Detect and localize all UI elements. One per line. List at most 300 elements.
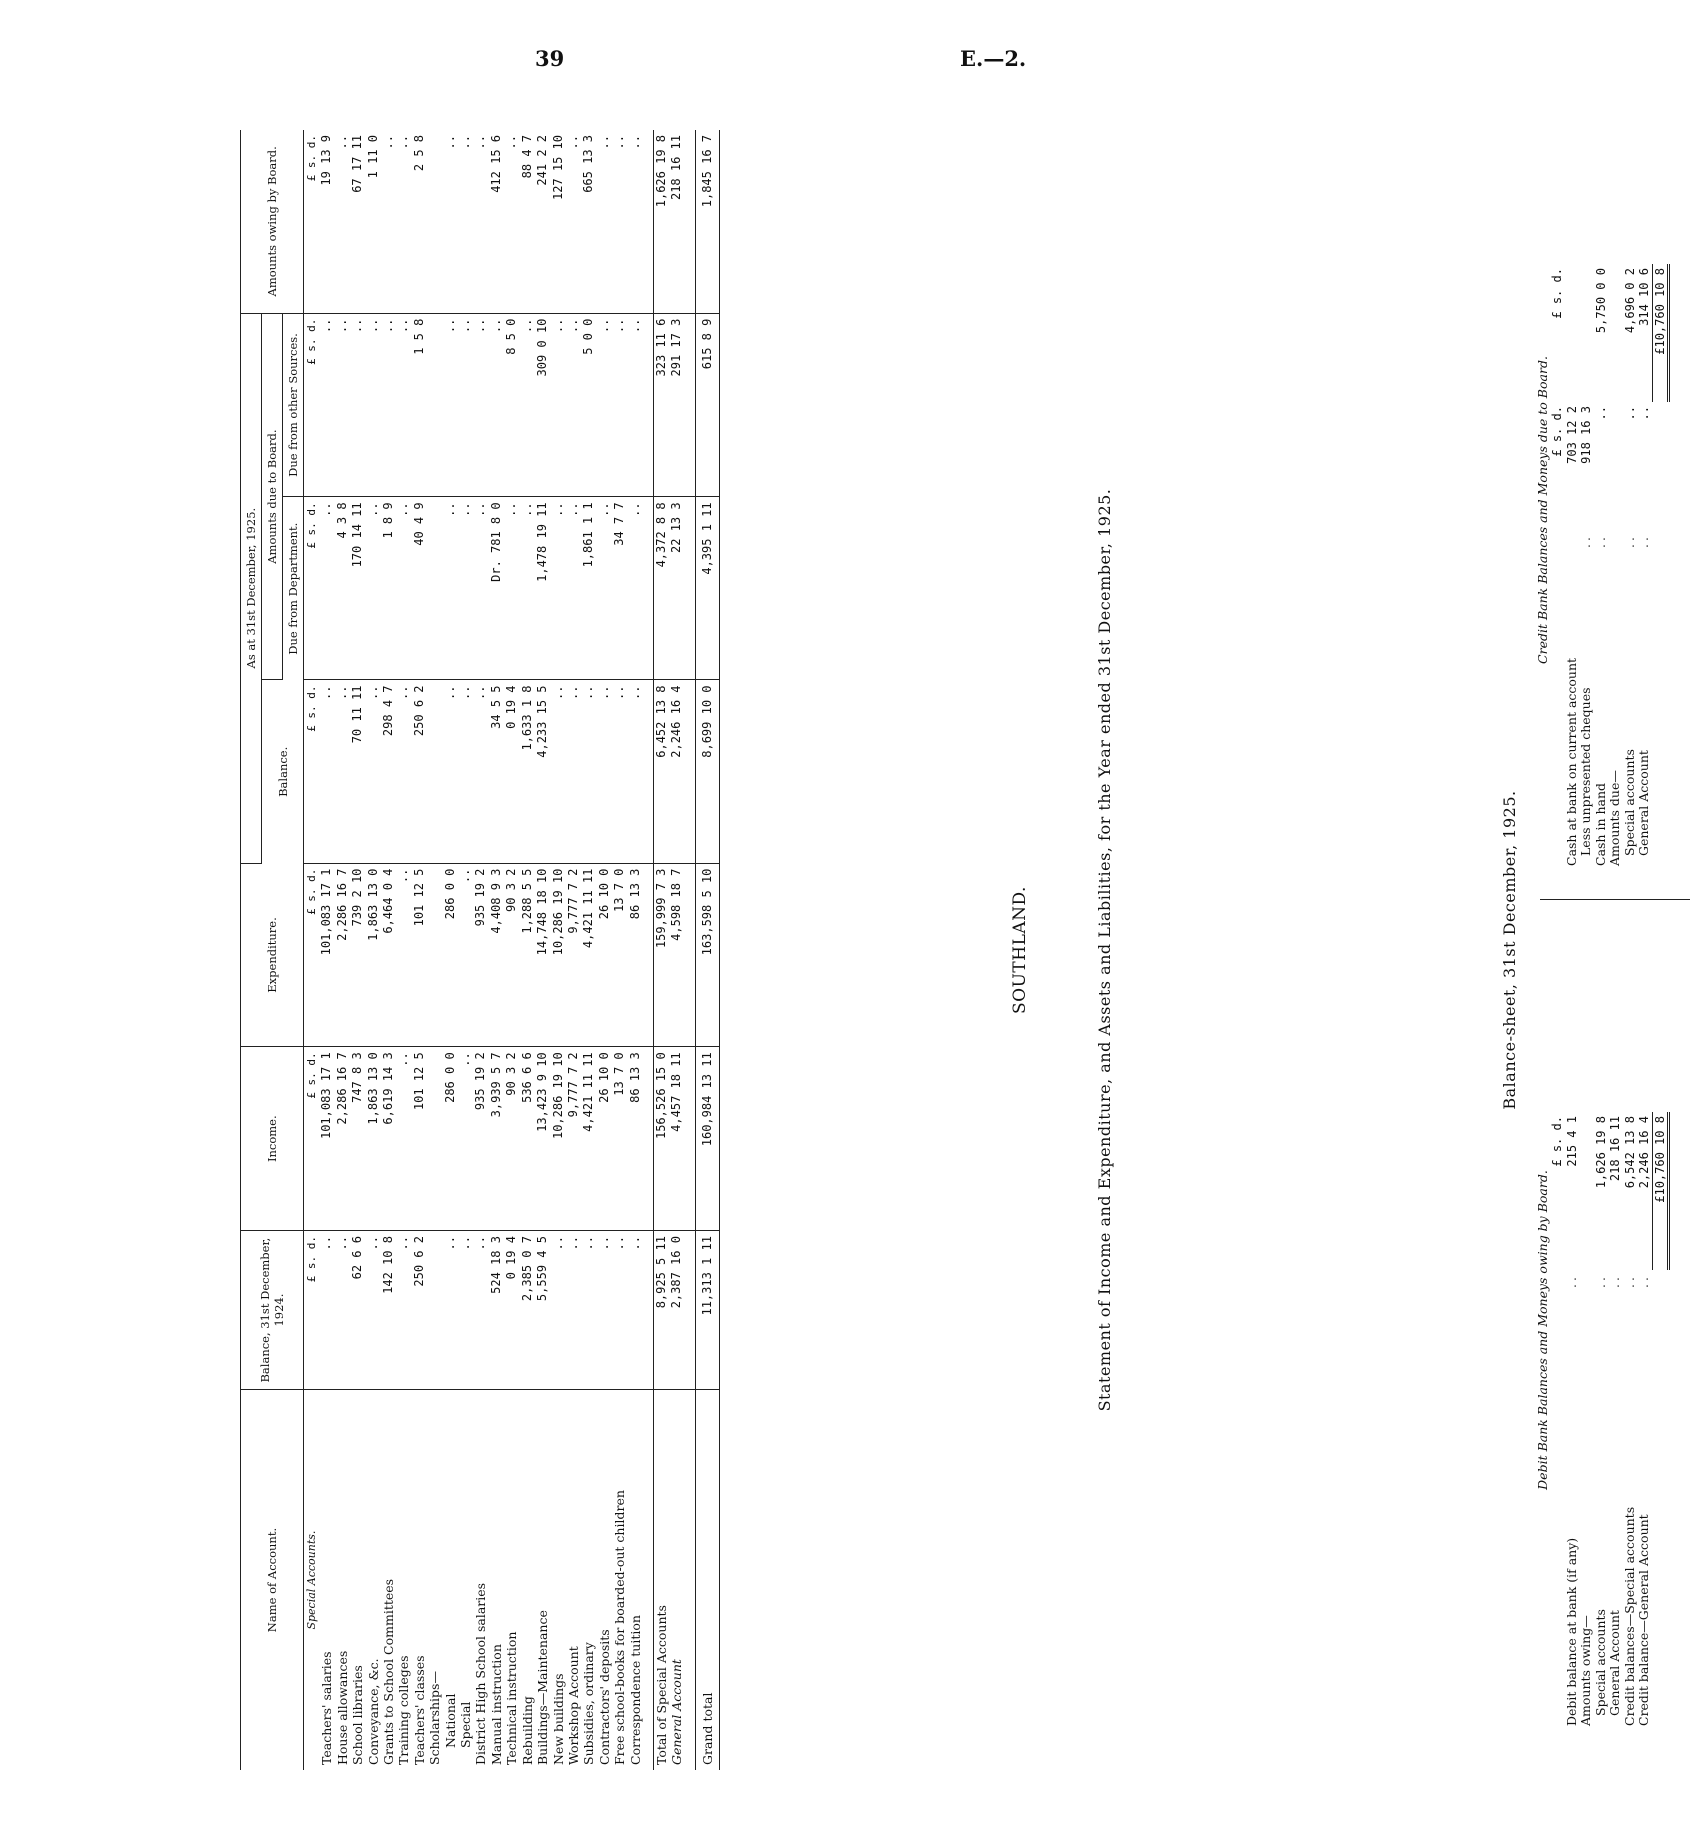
cell-dept: .. bbox=[520, 497, 535, 680]
sheet-row bbox=[1579, 1112, 1594, 1730]
cell-other: .. bbox=[350, 313, 365, 497]
account-name: Free school-books for boarded-out children bbox=[612, 1490, 628, 1765]
debit-total: £10,760 10 8 bbox=[1652, 1112, 1669, 1270]
cell-bal: 4,233 15 5 bbox=[535, 680, 550, 863]
blank-cell bbox=[1652, 530, 1669, 552]
cell-dept: 1 8 9 bbox=[381, 497, 396, 680]
cell-dept: .. bbox=[566, 497, 581, 680]
cell-b24: 0 19 4 bbox=[504, 1231, 519, 1390]
sheet-label: Cash at bank on current account bbox=[1563, 657, 1579, 866]
sheet-row bbox=[1579, 264, 1594, 870]
blank-cell bbox=[1550, 1270, 1565, 1292]
cell-inc: 101 12 5 bbox=[412, 1047, 427, 1231]
cell-owe: .. bbox=[628, 130, 643, 313]
cell-owe: .. bbox=[381, 130, 396, 313]
cell-other: 8 5 0 bbox=[504, 313, 519, 497]
blank-cell bbox=[1550, 1292, 1565, 1730]
credit-total: £10,760 10 8 bbox=[1652, 264, 1669, 402]
sheet-value: 6,542 13 8 bbox=[1622, 1116, 1637, 1189]
cell-other: .. bbox=[443, 313, 458, 497]
sheet-value: 218 16 11 bbox=[1608, 1116, 1622, 1182]
cell-dept: .. bbox=[628, 497, 643, 680]
cell-dept: Dr. 781 8 0 bbox=[489, 497, 504, 680]
blank-cell bbox=[685, 1047, 696, 1231]
sheet-value: 1,626 19 8 bbox=[1593, 1116, 1608, 1189]
cell-inc: 13 7 0 bbox=[612, 1047, 627, 1231]
cell-b24: .. bbox=[335, 1231, 350, 1390]
cell-b24: .. bbox=[612, 1231, 627, 1390]
sheet-value: 4,696 0 2 bbox=[1622, 268, 1637, 334]
blank-cell bbox=[685, 497, 696, 680]
sheet-value: .. bbox=[1622, 406, 1637, 421]
cell-bal: .. bbox=[612, 680, 627, 863]
cell-b24: .. bbox=[366, 1231, 381, 1390]
sheet-row bbox=[1594, 264, 1609, 870]
cell-owe: .. bbox=[473, 130, 488, 313]
cell-bal: 34 5 5 bbox=[489, 680, 504, 863]
unit-label: £ s. d. bbox=[304, 497, 320, 680]
cell-inc: 286 0 0 bbox=[443, 1047, 458, 1231]
sheet-total-row bbox=[1652, 264, 1669, 870]
leader-dots: .. bbox=[1578, 534, 1593, 548]
col-balance-1924: Balance, 31st December, 1924. bbox=[241, 1231, 304, 1390]
cell-inc: 747 8 3 bbox=[350, 1047, 365, 1231]
cell-exp: 1,288 5 5 bbox=[520, 863, 535, 1047]
blank-cell bbox=[1652, 1270, 1669, 1292]
credit-table bbox=[1550, 264, 1670, 870]
blank-cell bbox=[685, 313, 696, 497]
spacer-row bbox=[685, 130, 696, 1770]
cell-other: .. bbox=[566, 313, 581, 497]
cell-bal: .. bbox=[335, 680, 350, 863]
sheet-label: Less unpresented cheques bbox=[1578, 687, 1593, 856]
cell-exp: 9,777 7 2 bbox=[566, 863, 581, 1047]
account-name: Teachers' classes bbox=[411, 1655, 427, 1765]
blank-cell bbox=[685, 130, 696, 313]
cell-inc: 1,863 13 0 bbox=[366, 1047, 381, 1231]
cell-other: .. bbox=[381, 313, 396, 497]
cell-inc: 935 19 2 bbox=[473, 1047, 488, 1231]
cell-other: .. bbox=[473, 313, 488, 497]
cell-dept: 40 4 9 bbox=[412, 497, 427, 680]
cell-b24: 142 10 8 bbox=[381, 1231, 396, 1390]
blank-cell bbox=[685, 680, 696, 863]
sheet-value bbox=[1579, 1112, 1594, 1270]
table-row bbox=[427, 130, 442, 1770]
cell-inc: 536 6 6 bbox=[520, 1047, 535, 1231]
cell-dept: .. bbox=[504, 497, 519, 680]
cell-inc bbox=[427, 1047, 442, 1231]
leader-dots bbox=[1565, 530, 1580, 552]
total-row bbox=[653, 130, 669, 1770]
cell-bal: .. bbox=[581, 680, 596, 863]
cell-exp: 90 3 2 bbox=[504, 863, 519, 1047]
balance-sheet-title: Balance-sheet, 31st December, 1925. bbox=[1500, 790, 1519, 1110]
account-name: Workshop Account bbox=[565, 1646, 581, 1765]
blank-cell bbox=[685, 1390, 696, 1770]
cell-other: 309 0 10 bbox=[535, 313, 550, 497]
unit-label: £ s. d. bbox=[1550, 406, 1564, 457]
cell-dept: 4 3 8 bbox=[335, 497, 350, 680]
cell-owe: 241 2 2 bbox=[535, 130, 550, 313]
cell-other: 1 5 8 bbox=[412, 313, 427, 497]
account-name: House allowances bbox=[334, 1650, 350, 1765]
sheet-label: Debit balance at bank (if any) bbox=[1563, 1537, 1579, 1726]
cell-b24: 11,313 1 11 bbox=[695, 1231, 719, 1390]
sheet-value bbox=[1608, 264, 1623, 402]
blank-cell bbox=[643, 497, 654, 680]
sheet-row bbox=[1623, 264, 1638, 870]
leader-dots: .. bbox=[1607, 1274, 1622, 1288]
cell-bal: .. bbox=[566, 680, 581, 863]
table-row bbox=[350, 130, 365, 1770]
debit-table bbox=[1550, 1112, 1670, 1730]
cell-inc: 10,286 19 10 bbox=[551, 1047, 566, 1231]
account-name: Total of Special Accounts bbox=[653, 1390, 669, 1770]
col-owing: Amounts owing by Board. bbox=[241, 130, 304, 313]
cell-other: .. bbox=[335, 313, 350, 497]
table-row bbox=[597, 130, 612, 1770]
blank-cell bbox=[1550, 530, 1565, 552]
table-row bbox=[366, 130, 381, 1770]
sheet-row bbox=[1637, 1112, 1652, 1730]
sheet-label: Credit balances—Special accounts bbox=[1621, 1506, 1637, 1726]
cell-owe: 412 15 6 bbox=[489, 130, 504, 313]
cell-owe: .. bbox=[443, 130, 458, 313]
general-account-row bbox=[669, 130, 684, 1770]
sheet-value: 5,750 0 0 bbox=[1593, 268, 1608, 334]
cell-dept: 34 7 7 bbox=[612, 497, 627, 680]
cell-b24: 524 18 3 bbox=[489, 1231, 504, 1390]
col-amounts-due: Amounts due to Board. bbox=[262, 313, 283, 680]
account-name: Subsidies, ordinary bbox=[581, 1642, 597, 1765]
sheet-value: 703 12 2 bbox=[1564, 406, 1579, 464]
special-accounts-heading: Special Accounts. bbox=[305, 1530, 318, 1630]
credit-heading: Credit Bank Balances and Moneys due to Board. bbox=[1535, 356, 1550, 664]
cell-b24 bbox=[427, 1231, 442, 1390]
sheet-value: 314 10 6 bbox=[1637, 268, 1651, 326]
cell-dept: 170 14 11 bbox=[350, 497, 365, 680]
table-row bbox=[535, 130, 550, 1770]
sheet-row bbox=[1608, 264, 1623, 870]
cell-bal: 8,699 10 0 bbox=[695, 680, 719, 863]
cell-exp: 10,286 19 10 bbox=[551, 863, 566, 1047]
cell-exp: 163,598 5 10 bbox=[695, 863, 719, 1047]
cell-exp: 86 13 3 bbox=[628, 863, 643, 1047]
cell-dept: .. bbox=[458, 497, 473, 680]
table-row bbox=[520, 130, 535, 1770]
cell-bal: .. bbox=[628, 680, 643, 863]
cell-bal: .. bbox=[366, 680, 381, 863]
cell-owe bbox=[427, 130, 442, 313]
cell-other: .. bbox=[612, 313, 627, 497]
cell-dept: 1,478 19 11 bbox=[535, 497, 550, 680]
table-row bbox=[628, 130, 643, 1770]
sheet-label: Special accounts bbox=[1621, 749, 1637, 856]
account-name: Teachers' salaries bbox=[319, 1651, 335, 1765]
cell-bal bbox=[427, 680, 442, 863]
grand-total-row bbox=[695, 130, 719, 1770]
cell-exp: 159,999 7 3 bbox=[653, 863, 669, 1047]
cell-b24: .. bbox=[396, 1231, 411, 1390]
col-due-other: Due from other Sources. bbox=[283, 313, 304, 497]
sheet-row bbox=[1623, 1112, 1638, 1730]
cell-b24: .. bbox=[458, 1231, 473, 1390]
table-row bbox=[443, 130, 458, 1770]
debit-heading: Debit Bank Balances and Moneys owing by Board. bbox=[1535, 1170, 1550, 1490]
leader-dots: .. bbox=[1592, 1274, 1608, 1288]
sheet-label: Cash in hand bbox=[1592, 782, 1608, 866]
sheet-label: Special accounts bbox=[1592, 1609, 1608, 1716]
cell-other: 5 0 0 bbox=[581, 313, 596, 497]
unit-label: £ s. d. bbox=[1550, 268, 1564, 319]
cell-dept: .. bbox=[319, 497, 334, 680]
cell-owe: 665 13 3 bbox=[581, 130, 596, 313]
table-row bbox=[473, 130, 488, 1770]
cell-inc: .. bbox=[396, 1047, 411, 1231]
cell-owe: .. bbox=[504, 130, 519, 313]
table-row bbox=[412, 130, 427, 1770]
unit-label: £ s. d. bbox=[304, 1231, 320, 1390]
sheet-value bbox=[1608, 402, 1623, 530]
cell-dept: 4,395 1 11 bbox=[695, 497, 719, 680]
cell-b24: .. bbox=[597, 1231, 612, 1390]
table-row bbox=[319, 130, 334, 1770]
cell-inc: 156,526 15 0 bbox=[653, 1047, 669, 1231]
units-row bbox=[304, 130, 320, 1770]
cell-owe: 1,626 19 8 bbox=[653, 130, 669, 313]
cell-exp: 1,863 13 0 bbox=[366, 863, 381, 1047]
cell-b24: .. bbox=[628, 1231, 643, 1390]
table-row bbox=[396, 130, 411, 1770]
cell-b24: .. bbox=[566, 1231, 581, 1390]
page-number: 39 bbox=[535, 46, 565, 71]
blank-cell bbox=[643, 1390, 654, 1770]
statement-title: Statement of Income and Expenditure, and Assets and Liabilities, for the Year ended 31st December, 1925. bbox=[1095, 488, 1114, 1412]
leader-dots: .. bbox=[1621, 1274, 1637, 1288]
blank-cell bbox=[643, 130, 654, 313]
region-title: SOUTHLAND. bbox=[1010, 886, 1030, 1014]
sheet-value: 215 4 1 bbox=[1564, 1116, 1579, 1167]
income-expenditure-table bbox=[240, 130, 720, 1770]
cell-b24: 62 6 6 bbox=[350, 1231, 365, 1390]
cell-dept: .. bbox=[597, 497, 612, 680]
col-balance: Balance. bbox=[262, 680, 304, 863]
cell-bal: .. bbox=[597, 680, 612, 863]
blank-cell bbox=[1652, 1292, 1669, 1730]
cell-inc: 101,083 17 1 bbox=[319, 1047, 334, 1231]
sheet-label: Credit balance—General Account bbox=[1636, 1514, 1652, 1726]
cell-exp: 13 7 0 bbox=[612, 863, 627, 1047]
cell-inc: .. bbox=[458, 1047, 473, 1231]
unit-label: £ s. d. bbox=[304, 680, 320, 863]
cell-bal: .. bbox=[458, 680, 473, 863]
account-name: Training colleges bbox=[396, 1655, 412, 1765]
unit-label: £ s. d. bbox=[304, 313, 320, 497]
credit-section bbox=[1535, 150, 1670, 870]
sheet-value: .. bbox=[1593, 406, 1608, 421]
sheet-row bbox=[1565, 1112, 1580, 1730]
cell-other: .. bbox=[597, 313, 612, 497]
cell-owe: .. bbox=[566, 130, 581, 313]
document-code: E.—2. bbox=[960, 46, 1027, 71]
cell-exp: .. bbox=[396, 863, 411, 1047]
cell-inc: 2,286 16 7 bbox=[335, 1047, 350, 1231]
table-row bbox=[551, 130, 566, 1770]
cell-exp: 935 19 2 bbox=[473, 863, 488, 1047]
sheet-label: General Account bbox=[1607, 1610, 1622, 1716]
cell-other: 291 17 3 bbox=[669, 313, 684, 497]
cell-bal: 0 19 4 bbox=[504, 680, 519, 863]
cell-exp: 4,408 9 3 bbox=[489, 863, 504, 1047]
col-due-dept: Due from Department. bbox=[283, 497, 304, 680]
cell-b24: .. bbox=[473, 1231, 488, 1390]
cell-owe: 218 16 11 bbox=[669, 130, 684, 313]
cell-inc: 9,777 7 2 bbox=[566, 1047, 581, 1231]
sheet-value bbox=[1579, 264, 1594, 402]
cell-b24: .. bbox=[443, 1231, 458, 1390]
cell-exp: 101,083 17 1 bbox=[319, 863, 334, 1047]
cell-other: .. bbox=[366, 313, 381, 497]
sheet-row bbox=[1608, 1112, 1623, 1730]
spacer-row bbox=[643, 130, 654, 1770]
account-name: Grants to School Committees bbox=[381, 1578, 397, 1765]
account-name: School libraries bbox=[350, 1665, 366, 1765]
table-row bbox=[458, 130, 473, 1770]
cell-inc: 86 13 3 bbox=[628, 1047, 643, 1231]
blank-cell bbox=[685, 863, 696, 1047]
cell-owe: 88 4 7 bbox=[520, 130, 535, 313]
cell-owe: .. bbox=[597, 130, 612, 313]
cell-owe: .. bbox=[458, 130, 473, 313]
cell-other: .. bbox=[628, 313, 643, 497]
table-row bbox=[504, 130, 519, 1770]
cell-owe: 1 11 0 bbox=[366, 130, 381, 313]
cell-exp: 4,598 18 7 bbox=[669, 863, 684, 1047]
cell-bal: .. bbox=[473, 680, 488, 863]
cell-owe: .. bbox=[335, 130, 350, 313]
cell-b24: 250 6 2 bbox=[412, 1231, 427, 1390]
col-expenditure: Expenditure. bbox=[241, 863, 304, 1047]
cell-b24: .. bbox=[551, 1231, 566, 1390]
account-name: District High School salaries bbox=[473, 1582, 489, 1765]
cell-owe: 19 13 9 bbox=[319, 130, 334, 313]
cell-exp: 286 0 0 bbox=[443, 863, 458, 1047]
cell-dept: 22 13 3 bbox=[669, 497, 684, 680]
sheet-label: Amounts due— bbox=[1607, 770, 1622, 866]
cell-other: .. bbox=[551, 313, 566, 497]
cell-owe: 67 17 11 bbox=[350, 130, 365, 313]
cell-dept: .. bbox=[473, 497, 488, 680]
account-name: Scholarships— bbox=[427, 1671, 443, 1765]
table-row bbox=[566, 130, 581, 1770]
cell-bal: 70 11 11 bbox=[350, 680, 365, 863]
cell-exp: 2,286 16 7 bbox=[335, 863, 350, 1047]
leader-dots: .. bbox=[1621, 534, 1637, 548]
cell-inc: 160,984 13 11 bbox=[695, 1047, 719, 1231]
cell-inc: 90 3 2 bbox=[504, 1047, 519, 1231]
leader-dots bbox=[1579, 1270, 1594, 1292]
table-row bbox=[612, 130, 627, 1770]
cell-dept: .. bbox=[443, 497, 458, 680]
cell-exp: 26 10 0 bbox=[597, 863, 612, 1047]
cell-b24: .. bbox=[581, 1231, 596, 1390]
account-name: Rebuilding bbox=[519, 1696, 535, 1765]
cell-exp: 4,421 11 11 bbox=[581, 863, 596, 1047]
blank-cell bbox=[1550, 552, 1565, 870]
cell-b24: 2,385 0 7 bbox=[520, 1231, 535, 1390]
cell-inc: 4,457 18 11 bbox=[669, 1047, 684, 1231]
sheet-value: 918 16 3 bbox=[1579, 406, 1593, 464]
cell-bal: 250 6 2 bbox=[412, 680, 427, 863]
cell-inc: 6,619 14 3 bbox=[381, 1047, 396, 1231]
cell-other: .. bbox=[520, 313, 535, 497]
unit-label: £ s. d. bbox=[304, 863, 320, 1047]
blank-cell bbox=[643, 680, 654, 863]
leader-dots bbox=[1608, 530, 1623, 552]
cell-inc: 13,423 9 10 bbox=[535, 1047, 550, 1231]
cell-inc: 4,421 11 11 bbox=[581, 1047, 596, 1231]
leader-dots: .. bbox=[1563, 1274, 1579, 1288]
cell-dept: .. bbox=[396, 497, 411, 680]
blank-cell bbox=[643, 1231, 654, 1390]
table-body bbox=[304, 130, 720, 1770]
sheet-row bbox=[1565, 264, 1580, 870]
cell-bal: .. bbox=[443, 680, 458, 863]
cell-dept: 4,372 8 8 bbox=[653, 497, 669, 680]
cell-b24: 5,559 4 5 bbox=[535, 1231, 550, 1390]
cell-bal: 2,246 16 4 bbox=[669, 680, 684, 863]
account-name: Special bbox=[458, 1701, 474, 1748]
leader-dots: .. bbox=[1636, 1274, 1652, 1288]
cell-b24: 2,387 16 0 bbox=[669, 1231, 684, 1390]
table-row bbox=[581, 130, 596, 1770]
cell-bal: .. bbox=[551, 680, 566, 863]
cell-other: .. bbox=[396, 313, 411, 497]
cell-other: .. bbox=[489, 313, 504, 497]
cell-bal: .. bbox=[319, 680, 334, 863]
sheet-value: .. bbox=[1637, 406, 1652, 421]
cell-owe: 1,845 16 7 bbox=[695, 130, 719, 313]
leader-dots: .. bbox=[1592, 534, 1608, 548]
cell-exp: 101 12 5 bbox=[412, 863, 427, 1047]
leader-dots: .. bbox=[1636, 534, 1652, 548]
table-row bbox=[381, 130, 396, 1770]
col-name: Name of Account. bbox=[241, 1390, 304, 1770]
sheet-value: 2,246 16 4 bbox=[1637, 1116, 1651, 1189]
cell-dept bbox=[427, 497, 442, 680]
cell-bal: 298 4 7 bbox=[381, 680, 396, 863]
blank-cell bbox=[643, 1047, 654, 1231]
cell-inc: 26 10 0 bbox=[597, 1047, 612, 1231]
cell-owe: .. bbox=[396, 130, 411, 313]
sheet-label: General Account bbox=[1636, 750, 1652, 856]
cell-dept: .. bbox=[366, 497, 381, 680]
cell-dept: .. bbox=[551, 497, 566, 680]
cell-exp bbox=[427, 863, 442, 1047]
cell-bal: 6,452 13 8 bbox=[653, 680, 669, 863]
cell-exp: 6,464 0 4 bbox=[381, 863, 396, 1047]
account-name: Conveyance, &c. bbox=[365, 1658, 381, 1765]
blank-cell bbox=[643, 863, 654, 1047]
cell-exp: 14,748 18 10 bbox=[535, 863, 550, 1047]
units-row bbox=[1550, 1112, 1565, 1730]
cell-other: 615 8 9 bbox=[695, 313, 719, 497]
cell-other: 323 11 6 bbox=[653, 313, 669, 497]
cell-other: .. bbox=[319, 313, 334, 497]
cell-owe: 2 5 8 bbox=[412, 130, 427, 313]
blank-cell bbox=[685, 1231, 696, 1390]
